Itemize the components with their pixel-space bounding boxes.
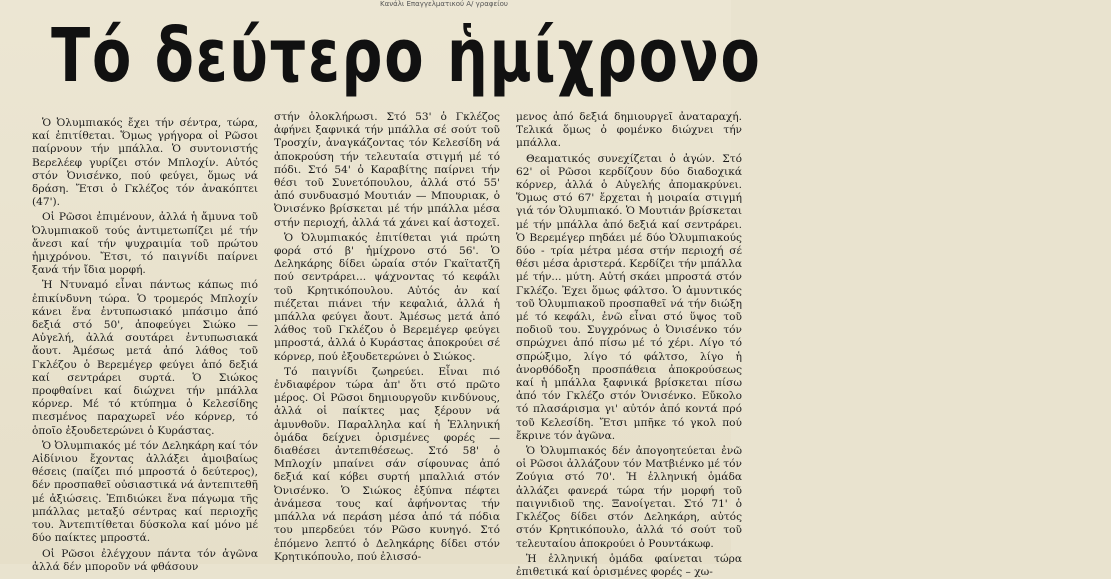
- paragraph: Θεαματικός συνεχίζεται ὁ ἀγών. Στό 62' οἱ Ρῶσοι κερδίζουν δύο διαδοχικά κόρνερ, ἀλλά ὁ Αὐγελής ἀπομακρύνει. Ὅμως στό 67' ἔρχεται ἡ μοιραία στιγμή γιά τόν Ὀλυμπιακό. Ὁ Μουτιάν βρίσκεται μέ τήν μπάλλα ἀπό δεξιά καί σεντράρει. Ὁ Βερεμέγερ πηδάει μέ δύο Ὀλυμπιακούς δύο - τρία μέτρα μέσα στήν περιοχή σέ θέσι μέσα ἀριστερά. Κερδίζει τήν μπάλλα μέ τήν... μύτη. Αὐτή σκάει μπροστά στόν Γκλέζο. Ἐχει ὅμως φάλτσο. Ὁ ἀμυντικός τοῦ Ὀλυμπιακοῦ προσπαθεῖ νά τήν διώξη μέ τό κεφάλι, ἐνῶ εἶναι στό ὕψος τοῦ ποδιοῦ του. Συγχρόνως ὁ Ὀνισένκο τόν σπρώχνει ἀπό πίσω μέ τό χέρι. Λίγο τό σπρώξιμο, λίγο τό φάλτσο, λίγο ἡ ἀνορθόδοξη προσπάθεια ἀποκρούσεως καί ἡ μπάλλα ξαφνικά βρίσκεται πίσω ἀπό τόν Γκλέζο στόν Ὀνισένκο. Εὔκολο τό πλασάρισμα γι' αὐτόν ἀπό κοντά πρό τοῦ Κελεσίδη. Ἔτσι μπῆκε τό γκολ πού ἔκρινε τόν ἀγῶνα.: [516, 152, 742, 442]
- paragraph: Οἱ Ρῶσοι ἐλέγχουν πάντα τόν ἀγῶνα ἀλλά δέν μποροῦν νά φθάσουν: [32, 547, 258, 573]
- paragraph: Οἱ Ρῶσοι ἐπιμένουν, ἀλλά ἡ ἄμυνα τοῦ Ὀλυμπιακοῦ τούς ἀντιμετωπίζει μέ τήν ἄνεσι καί τήν ψυχραιμία τοῦ πρώτου ἡμιχρόνου. Ἔτσι, τό παιγνίδι παίρνει ξανά τήν ἴδια μορφή.: [32, 211, 258, 277]
- paragraph: Ὁ Ὀλυμπιακός ἐπιτίθεται γιά πρώτη φορά στό β' ἡμίχρονο στό 56'. Ὁ Δεληκάρης δίδει ὡραία στόν Γκαϊτατζῆ πού σεντράρει... ψάχνοντας τό κεφάλι τοῦ Κρητικόπουλου. Αὐτός ἀν καί πιέζεται πιάνει τήν κεφαλιά, ἀλλά ἡ μπάλλα φεύγει ἄουτ. Ἀμέσως μετά ἀπό λάθος τοῦ Γκλέζου ὁ Βερεμέγερ φεύγει μπροστά, ἀλλά ὁ Κυράστας ἀποκρούει σέ κόρνερ, πού ἐξουδετερώνει ὁ Σιώκος.: [274, 231, 500, 363]
- paragraph: μενος ἀπό δεξιά δημιουργεῖ ἀναταραχή. Τελικά ὅμως ὁ φομένκο διώχνει τήν μπάλλα.: [516, 111, 742, 150]
- paragraph: Ὁ Ὀλυμπιακός δέν ἀπογοητεύεται ἐνῶ οἱ Ρῶσοι ἀλλάζουν τόν Ματβιένκο μέ τόν Ζούγια στό 70'. Ἡ ἑλληνική ὁμάδα ἀλλάζει φανερά τώρα τήν μορφή τοῦ παιγνιδιοῦ της. Ξανοίγεται. Στό 71' ὁ Γκλέζος δίδει στόν Δεληκάρη, αὐτός στόν Κρητικόπουλο, ἀλλά τό σούτ τοῦ τελευταίου ἀποκρούει ὁ Ρουντάκωφ.: [516, 445, 742, 550]
- column-1: [32, 111, 258, 573]
- paragraph: Ἡ ἑλληνική ὁμάδα φαίνεται τώρα ἐπιθετικά καί ὁρισμένες φορές – χω-: [516, 552, 742, 578]
- paragraph: Ὁ Ὀλυμπιακός μέ τόν Δεληκάρη καί τόν Αἰδίνιου ἔχοντας ἀλλάξει ἀμοιβαίως θέσεις (παίζει πιό μπροστά ὁ δεύτερος), δέν προσπαθεῖ οὐσιαστικά νά ἀντεπιτεθῆ μέ ἀξιώσεις. Ἐπιδιώκει ἕνα πάγωμα τῆς μπάλλας μεταξύ σέντρας καί περιοχῆς του. Ἀντεπιτίθεται δύσκολα καί μόνο μέ δύο παίκτες μπροστά.: [32, 439, 258, 545]
- headline: Τό δεύτερο ἡμίχρονο: [51, 13, 762, 99]
- paragraph: Ὁ Ὀλυμπιακός ἔχει τήν σέντρα, τώρα, καί ἐπιτίθεται. Ὅμως γρήγορα οἱ Ρῶσοι παίρνουν τήν μπάλλα. Ὁ συντονιστής Βερελέεφ γυρίζει στόν Μπλοχίν. Αὐτός στόν Ὀνισένκο, πού φεύγει, ὅμως νά δράση. Ἔτσι ὁ Γκλέζος τόν ἀνακόπτει (47').: [32, 117, 258, 209]
- paragraph: Ἡ Ντυναμό εἶναι πάντως κάπως πιό ἐπικίνδυνη τώρα. Ὁ τρομερός Μπλοχίν κάνει ἕνα ἐντυπωσιακό μπάσιμο ἀπό δεξιά στό 50', ἀποφεύγει Σιώκο — Αὐγελή, ἀλλά σουτάρει ἐντυπωσιακά ἄουτ. Ἀμέσως μετά ἀπό λάθος τοῦ Γκλέζου ὁ Βερεμέγερ φεύγει ἀπό δεξιά καί σεντράρει συρτά. Ὁ Σιώκος προφθαίνει καί διώχνει τήν μπάλλα κόρνερ. Μέ τό κτύπημα ὁ Κελεσίδης πιεσμένος παραχωρεῖ νέο κόρνερ, τό ὁποῖο ἐξουδετερώνει ὁ Κυράστας.: [32, 279, 258, 437]
- article-columns: [32, 111, 742, 578]
- paragraph: στήν ὁλοκλήρωσι. Στό 53' ὁ Γκλέζος ἀφήνει ξαφνικά τήν μπάλλα σέ σούτ τοῦ Τροσχίν, ἀναγκάζοντας τόν Κελεσίδη νά ἀποκρούση τήν τελευταία στιγμή μέ τό πόδι. Στό 54' ὁ Καραβίτης παίρνει τήν θέσι τοῦ Συνετόπουλου, ἀλλά στό 55' ἀπό συνδυασμό Μουτιάν — Μπουριακ, ὁ Ὀνισένκο βρίσκεται μέ τήν μπάλλα μέσα στήν περιοχή, ἀλλά τά χάνει καί ἀστοχεῖ.: [274, 111, 500, 229]
- column-2: [274, 111, 500, 564]
- column-3: [516, 111, 742, 578]
- paragraph: Τό παιγνίδι ζωηρεύει. Εἶναι πιό ἐνδιαφέρον τώρα ἀπ' ὅτι στό πρῶτο μέρος. Οἱ Ρῶσοι δημιουργοῦν κινδύνους, ἀλλά οἱ παίκτες μας ξέρουν νά ἀμυνθοῦν. Παραλληλα καί ἡ Ἑλληνική ὁμάδα δείχνει ὁρισμένες φορές — διαθέσει ἀντεπιθέσεως. Στό 58' ὁ Μπλοχίν μπαίνει σάν σίφουνας ἀπό δεξιά καί κόβει συρτή μπαλλιά στόν Ὀνισένκο. Ὁ Σιώκος ἐξύπνα πέφτει ἀνάμεσα τους καί ἀφήνοντας τήν μπάλλα νά περάση μέσα ἀπό τά πόδια του μπερδεύει τόν Ρῶσο κυνηγό. Στό ἑπόμενο λεπτό ὁ Δεληκάρης δίδει στόν Κρητικόπουλο, πού ἐλισσό-: [274, 365, 500, 563]
- top-strip-text: Κανάλι Επαγγελματικού Α/ γραφείου: [380, 0, 508, 8]
